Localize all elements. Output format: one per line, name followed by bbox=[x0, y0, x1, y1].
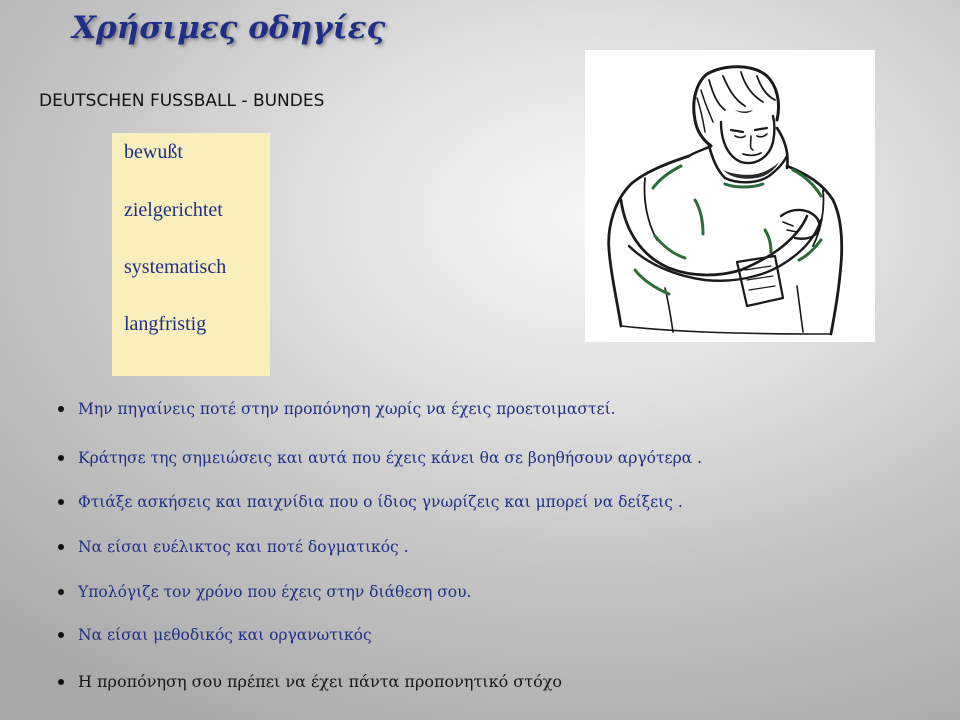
list-item-text: Να είσαι ευέλικτος και ποτέ δογματικός . bbox=[78, 538, 409, 556]
coach-checking-watch-icon bbox=[585, 50, 875, 342]
list-item bbox=[58, 672, 562, 691]
list-item-text: Φτιάξε ασκήσεις και παιχνίδια που ο ίδιος γνωρίζεις και μπορεί να δείξεις . bbox=[78, 493, 683, 511]
list-item-text: Να είσαι μεθοδικός και οργανωτικός bbox=[78, 626, 372, 644]
slide-subtitle: DEUTSCHEN FUSSBALL - BUNDES bbox=[39, 91, 325, 111]
keyword-bewusst: bewußt bbox=[124, 141, 183, 163]
list-item-text: Μην πηγαίνεις ποτέ στην προπόνηση χωρίς να έχεις προετοιμαστεί. bbox=[78, 400, 616, 418]
list-item-text: Υπολόγιζε τον χρόνο που έχεις στην διάθεση σου. bbox=[78, 583, 472, 601]
keyword-systematisch: systematisch bbox=[124, 256, 227, 278]
list-item bbox=[58, 449, 702, 467]
keyword-box bbox=[112, 133, 270, 376]
list-item bbox=[58, 538, 409, 556]
list-item bbox=[58, 626, 372, 644]
list-item-text: Η προπόνηση σου πρέπει να έχει πάντα προπονητικό στόχο bbox=[78, 672, 563, 691]
bullet-icon bbox=[58, 406, 64, 412]
slide-title: Χρήσιμες οδηγίες bbox=[72, 10, 386, 46]
list-item-text: Κράτησε της σημειώσεις και αυτά που έχεις κάνει θα σε βοηθήσουν αργότερα . bbox=[78, 449, 703, 467]
bullet-icon bbox=[58, 499, 64, 505]
bullet-icon bbox=[58, 679, 64, 685]
list-item bbox=[58, 583, 471, 601]
keyword-langfristig: langfristig bbox=[124, 313, 207, 335]
list-item bbox=[58, 493, 683, 511]
bullet-icon bbox=[58, 589, 64, 595]
bullet-icon bbox=[58, 544, 64, 550]
bullet-icon bbox=[58, 455, 64, 461]
bullet-icon bbox=[58, 632, 64, 638]
list-item bbox=[58, 400, 616, 418]
coach-illustration bbox=[585, 50, 875, 342]
keyword-zielgerichtet: zielgerichtet bbox=[124, 199, 223, 221]
